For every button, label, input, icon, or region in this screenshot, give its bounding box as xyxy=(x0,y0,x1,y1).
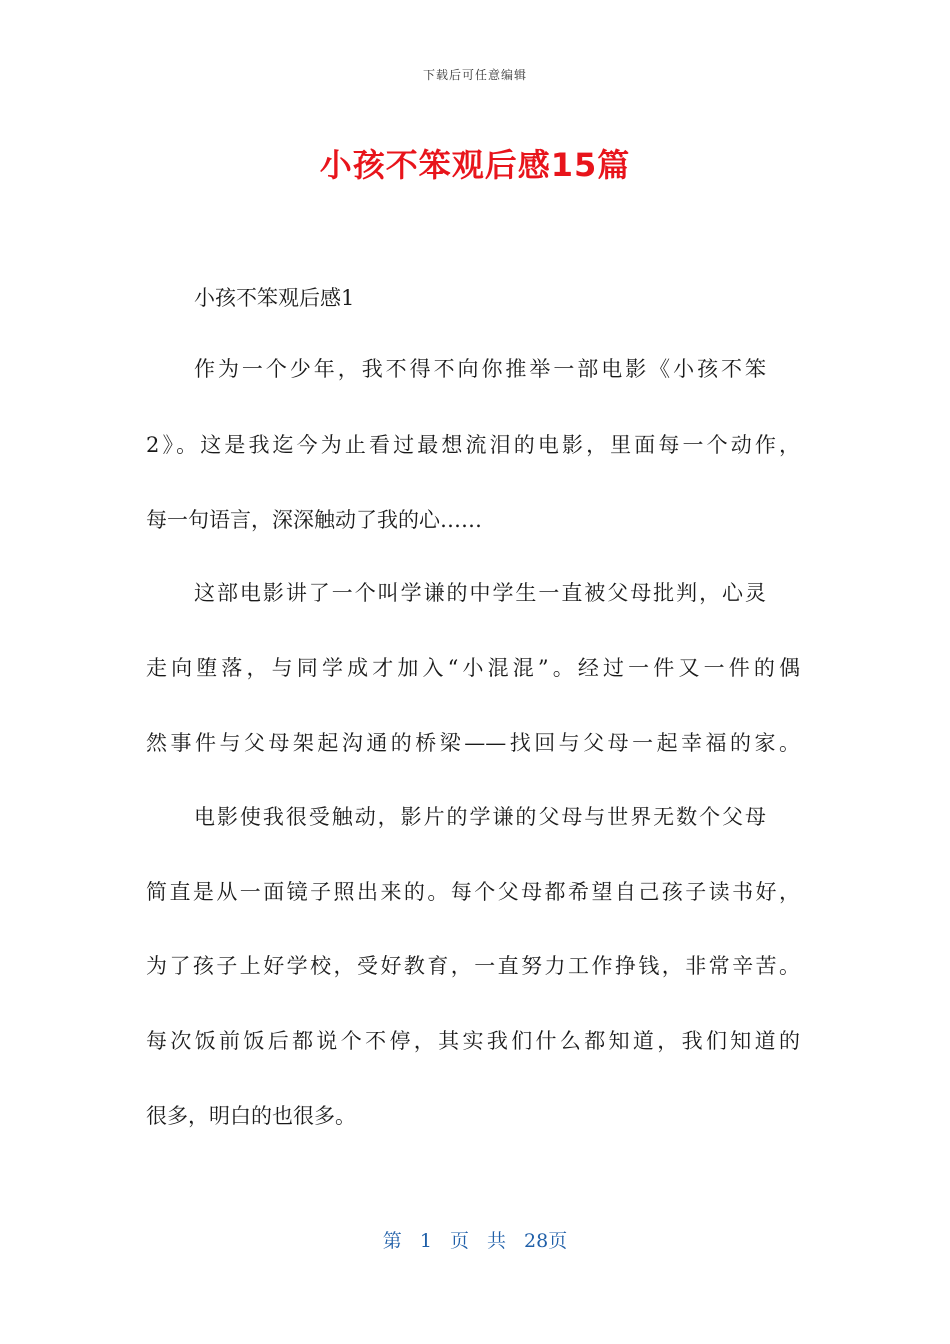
paragraph-line: 这部电影讲了一个叫学谦的中学生一直被父母批判，心灵 xyxy=(194,581,766,605)
paragraph-line: 作为一个少年，我不得不向你推举一部电影《小孩不笨 xyxy=(194,357,766,381)
header-note: 下载后可任意编辑 xyxy=(422,68,527,82)
paragraph-line: 简直是从一面镜子照出来的。每个父母都希望自己孩子读书好， xyxy=(146,880,800,904)
paragraph-line: 然事件与父母架起沟通的桥梁——找回与父母一起幸福的家。 xyxy=(146,731,800,755)
page-number: 第 1 页 共 28页 xyxy=(382,1230,568,1252)
paragraph-line: 每次饭前饭后都说个不停，其实我们什么都知道，我们知道的 xyxy=(146,1029,800,1053)
paragraph-line: 很多，明白的也很多。 xyxy=(146,1104,356,1128)
paragraph-line: 为了孩子上好学校，受好教育，一直努力工作挣钱，非常辛苦。 xyxy=(146,954,800,978)
paragraph-line: 走向堕落，与同学成才加入“小混混”。经过一件又一件的偶 xyxy=(146,656,800,680)
paragraph-line: 每一句语言，深深触动了我的心…… xyxy=(146,508,482,532)
paragraph-line: 电影使我很受触动，影片的学谦的父母与世界无数个父母 xyxy=(194,805,766,829)
section-heading: 小孩不笨观后感1 xyxy=(194,286,355,310)
document-title: 小孩不笨观后感15篇 xyxy=(319,146,631,184)
paragraph-line: 2》。这是我迄今为止看过最想流泪的电影，里面每一个动作， xyxy=(146,433,800,457)
